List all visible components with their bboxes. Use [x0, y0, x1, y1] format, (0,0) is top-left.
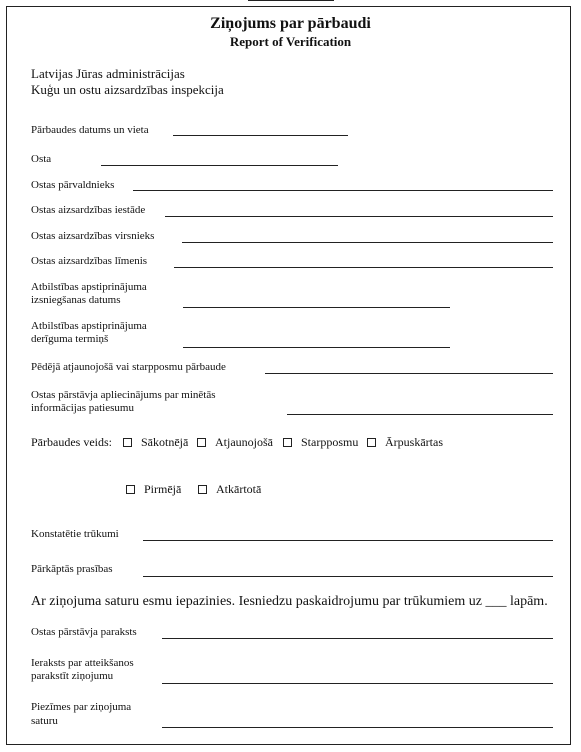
checkbox-box[interactable] [198, 485, 207, 494]
inspection-type-label: Pārbaudes veids: [31, 435, 112, 449]
page-subtitle: Report of Verification [229, 34, 352, 49]
deficiencies-label: Konstatētie trūkumi [31, 528, 119, 540]
refusal-label-1: Ieraksts par atteikšanos [31, 657, 134, 669]
checkbox-label: Sākotnējā [141, 435, 189, 449]
checkbox-box[interactable] [283, 438, 292, 447]
port-authority-field[interactable] [133, 190, 553, 191]
security-level-label: Ostas aizsardzības līmenis [31, 255, 148, 267]
remarks-field[interactable] [162, 727, 553, 728]
checkbox-initial[interactable] [123, 435, 188, 450]
remarks-label-1: Piezīmes par ziņojuma [31, 701, 132, 713]
date-place-field[interactable] [173, 135, 348, 136]
security-facility-field[interactable] [165, 216, 553, 217]
deficiencies-field[interactable] [143, 540, 553, 541]
checkbox-box[interactable] [123, 438, 132, 447]
security-level-field[interactable] [174, 267, 553, 268]
port-label: Osta [31, 153, 52, 165]
checkbox-box[interactable] [197, 438, 206, 447]
violations-field[interactable] [143, 576, 553, 577]
checkbox-label: Pirmējā [144, 482, 182, 496]
checkbox-box[interactable] [367, 438, 376, 447]
security-officer-field[interactable] [182, 242, 553, 243]
security-facility-label: Ostas aizsardzības iestāde [31, 204, 146, 216]
top-rule [248, 0, 334, 1]
checkbox-box[interactable] [126, 485, 135, 494]
checkbox-first[interactable] [126, 482, 181, 497]
violations-label: Pārkāptās prasības [31, 563, 113, 575]
date-place-label: Pārbaudes datums un vieta [31, 124, 149, 136]
signature-field[interactable] [162, 638, 553, 639]
cert-issue-label-1: Atbilstības apstiprinājuma [31, 281, 147, 293]
checkbox-renewal[interactable] [197, 435, 273, 450]
confirmation-field[interactable] [287, 414, 553, 415]
statement-text: Ar ziņojuma saturu esmu iepazinies. Iesniedzu paskaidrojumu par trūkumiem uz ___ lapām. [31, 594, 548, 609]
cert-issue-label-2: izsniegšanas datums [31, 294, 121, 306]
checkbox-repeat[interactable] [198, 482, 261, 497]
port-field[interactable] [101, 165, 338, 166]
page-title: Ziņojums par pārbaudi [210, 15, 371, 32]
remarks-label-2: saturu [31, 715, 58, 727]
cert-valid-field[interactable] [183, 347, 450, 348]
cert-issue-field[interactable] [183, 307, 450, 308]
checkbox-label: Atkārtotā [216, 482, 262, 496]
confirmation-label-2: informācijas patiesumu [31, 402, 134, 414]
checkbox-label: Ārpuskārtas [385, 435, 443, 449]
cert-valid-label-1: Atbilstības apstiprinājuma [31, 320, 147, 332]
signature-label: Ostas pārstāvja paraksts [31, 626, 137, 638]
checkbox-extraordinary[interactable] [367, 435, 443, 450]
cert-valid-label-2: derīguma termiņš [31, 333, 109, 345]
confirmation-label-1: Ostas pārstāvja apliecinājums par minētās [31, 389, 216, 401]
refusal-field[interactable] [162, 683, 553, 684]
org-line-1: Latvijas Jūras administrācijas [31, 66, 185, 81]
refusal-label-2: parakstīt ziņojumu [31, 670, 114, 682]
checkbox-label: Starpposmu [301, 435, 359, 449]
last-renewal-label: Pēdējā atjaunojošā vai starpposmu pārbaude [31, 361, 226, 373]
last-renewal-field[interactable] [265, 373, 553, 374]
org-line-2: Kuģu un ostu aizsardzības inspekcija [31, 82, 224, 97]
security-officer-label: Ostas aizsardzības virsnieks [31, 230, 155, 242]
checkbox-label: Atjaunojošā [215, 435, 273, 449]
checkbox-intermediate[interactable] [283, 435, 358, 450]
port-authority-label: Ostas pārvaldnieks [31, 179, 115, 191]
